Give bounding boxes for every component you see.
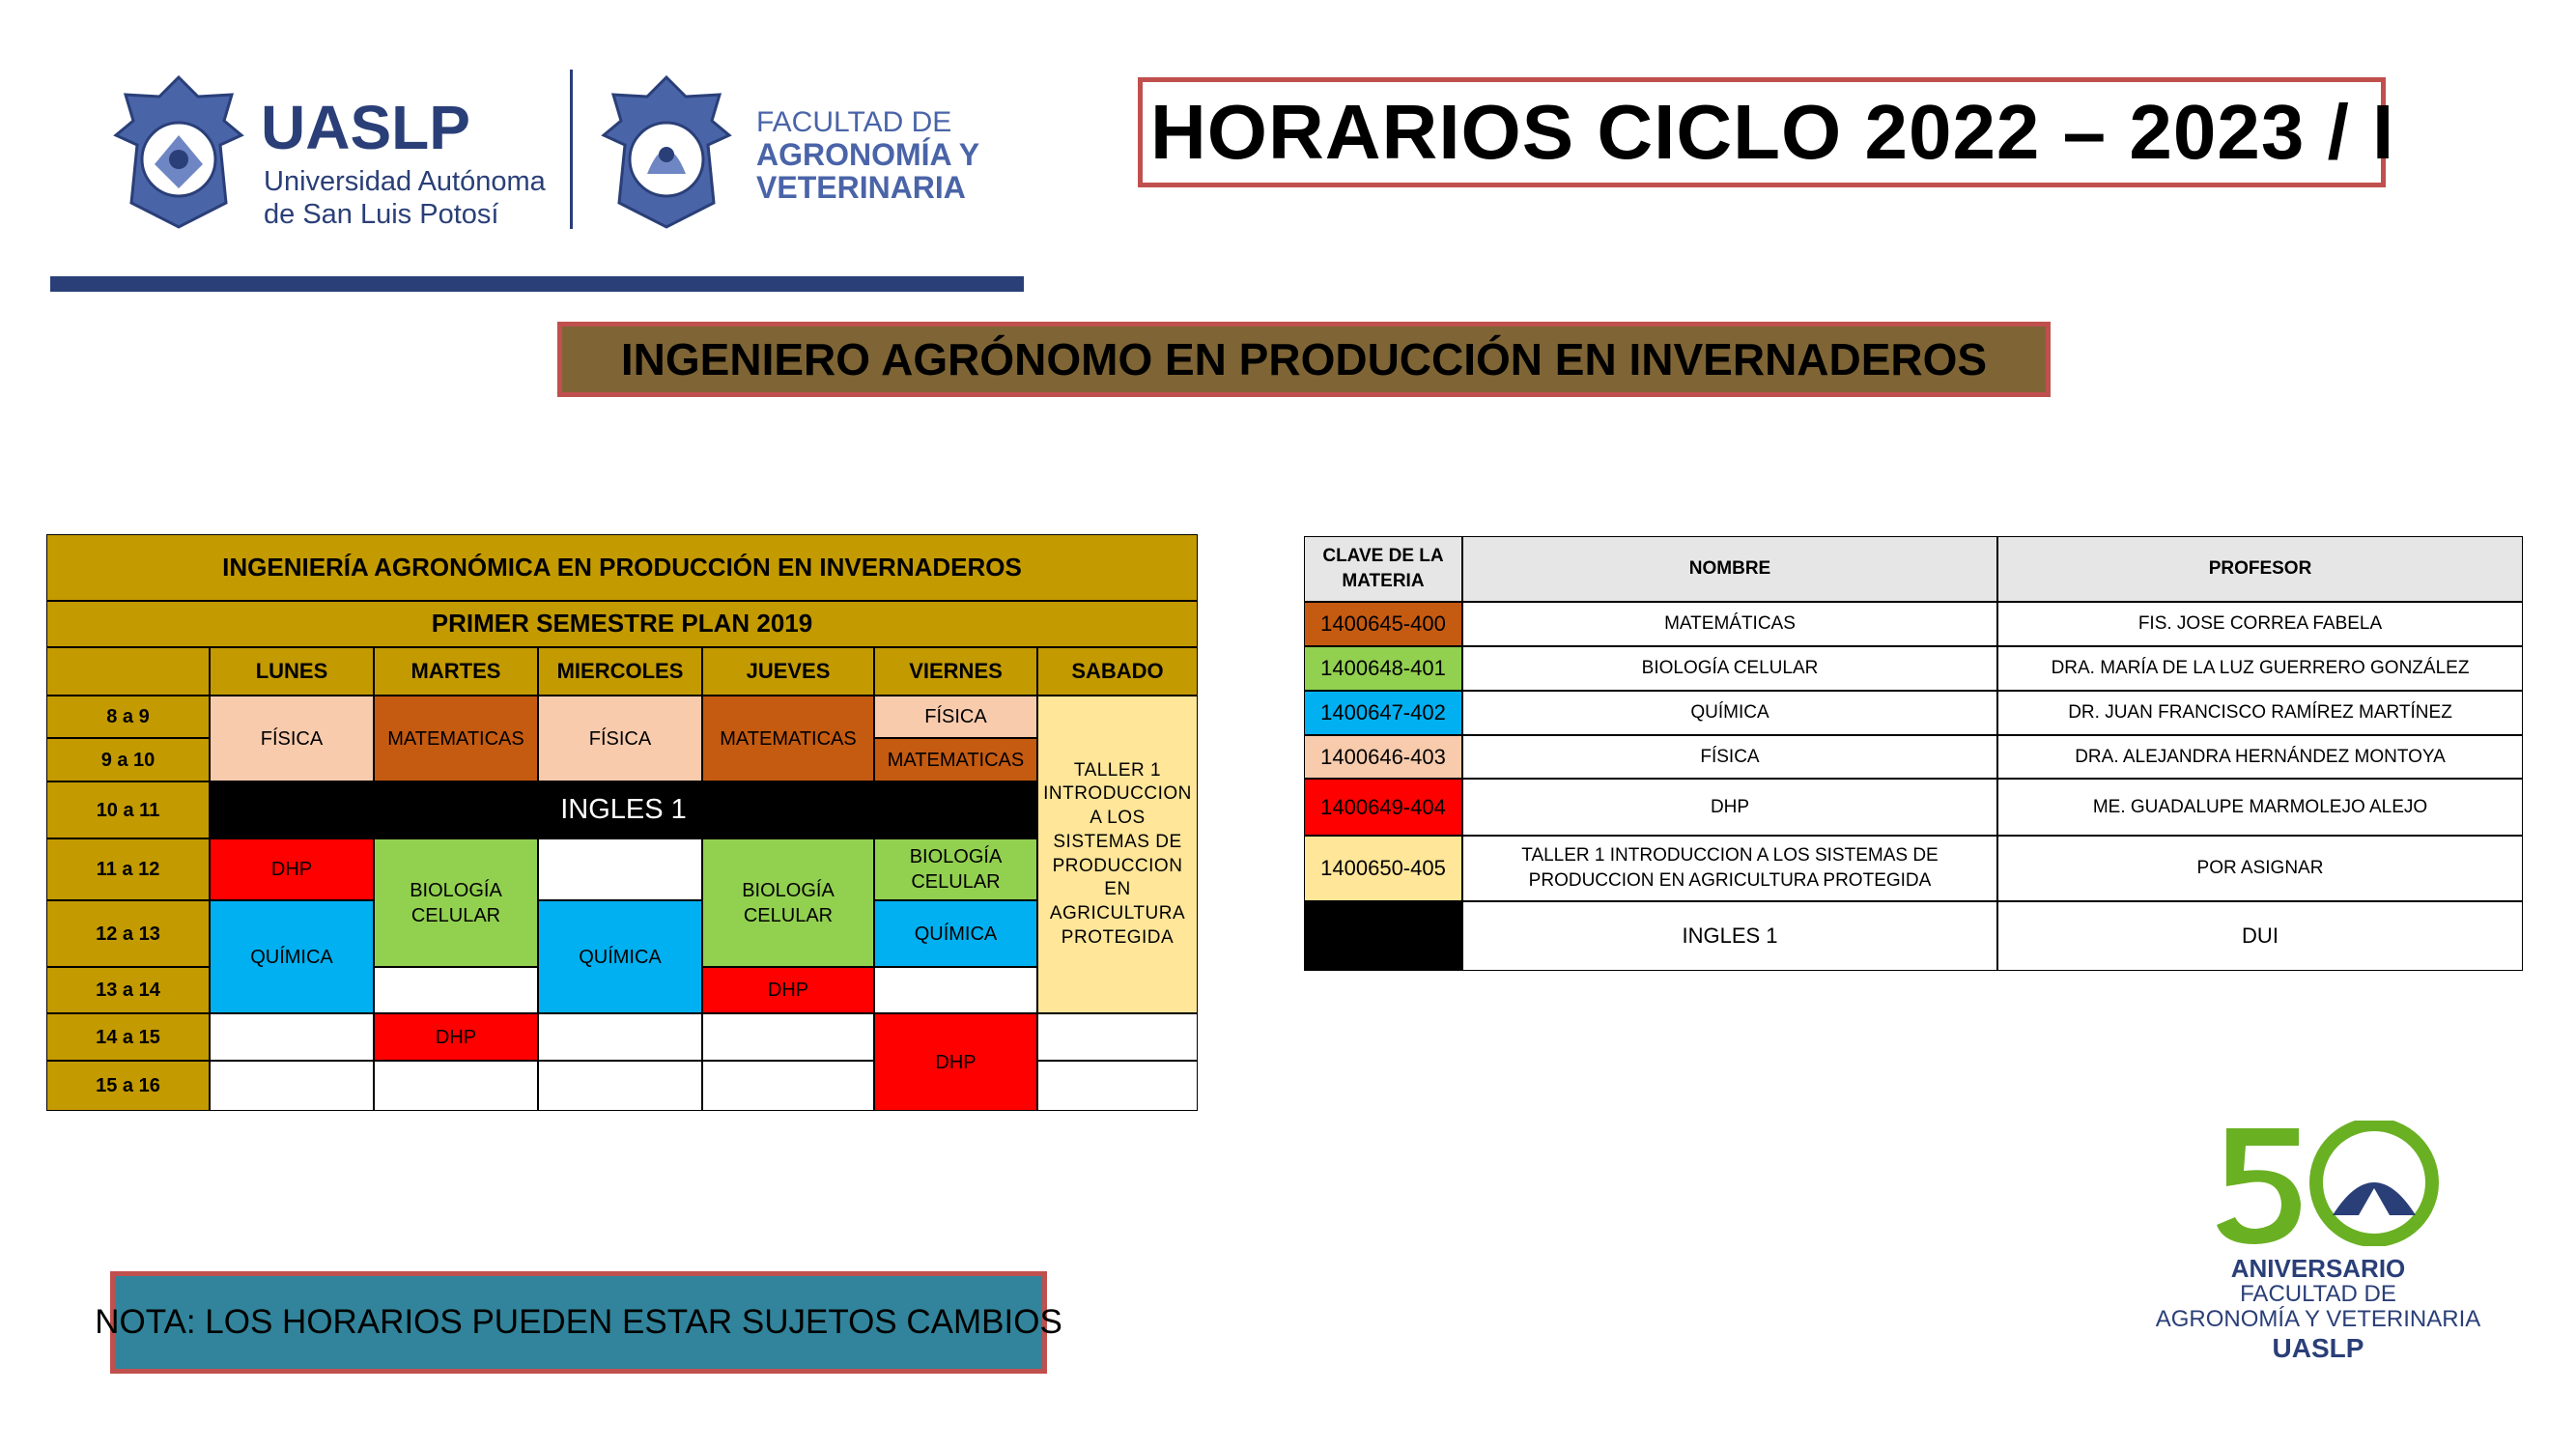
course-legend-table [1304, 536, 2523, 971]
class-block-dhp: DHP [874, 1013, 1037, 1111]
corner-cell [46, 647, 210, 696]
legend-clave: 1400649-404 [1304, 779, 1462, 836]
class-block-quimica: QUÍMICA [538, 900, 702, 1013]
legend-clave: 1400650-405 [1304, 836, 1462, 901]
class-block-ingles: INGLES 1 [210, 781, 1037, 838]
time-slot-label: 12 a 13 [46, 900, 210, 967]
aniversario-line2: FACULTAD DE [2240, 1281, 2396, 1307]
program-banner [557, 322, 2051, 397]
legend-nombre: QUÍMICA [1462, 691, 1997, 735]
day-header-miercoles: MIERCOLES [538, 647, 702, 696]
legend-nombre: INGLES 1 [1462, 901, 1997, 971]
legend-nombre: TALLER 1 INTRODUCCION A LOS SISTEMAS DE PRODUCCION EN AGRICULTURA PROTEGIDA [1462, 836, 1997, 901]
class-block-empty [538, 1061, 702, 1111]
aniversario-logo [2135, 1121, 2502, 1381]
aniversario-line3: AGRONOMÍA Y VETERINARIA [2155, 1306, 2481, 1332]
class-block-empty [702, 1061, 874, 1111]
class-block-matematicas: MATEMATICAS [374, 696, 538, 781]
faculty-logo [594, 68, 1000, 232]
legend-nombre: DHP [1462, 779, 1997, 836]
legend-profesor: DR. JUAN FRANCISCO RAMÍREZ MARTÍNEZ [1997, 691, 2523, 735]
class-block-quimica: QUÍMICA [210, 900, 374, 1013]
legend-clave: 1400647-402 [1304, 691, 1462, 735]
uaslp-logo-line2: de San Luis Potosí [264, 199, 499, 230]
class-block-biologia: BIOLOGÍA CELULAR [702, 838, 874, 967]
class-block-fisica: FÍSICA [538, 696, 702, 781]
legend-header-profesor: PROFESOR [1997, 536, 2523, 602]
uaslp-shield-icon [106, 68, 251, 232]
faculty-shield-icon [594, 68, 739, 232]
day-header-viernes: VIERNES [874, 647, 1037, 696]
class-block-dhp: DHP [210, 838, 374, 900]
class-block-empty [1037, 1061, 1198, 1111]
schedule-title: INGENIERÍA AGRONÓMICA EN PRODUCCIÓN EN INVERNADEROS [46, 534, 1198, 601]
time-slot-label: 14 a 15 [46, 1013, 210, 1061]
class-block-dhp: DHP [374, 1013, 538, 1061]
class-block-empty [374, 967, 538, 1013]
class-block-empty [374, 1061, 538, 1111]
class-block-empty [1037, 1013, 1198, 1061]
class-block-taller: TALLER 1 INTRODUCCION A LOS SISTEMAS DE PRODUCCION EN AGRICULTURA PROTEGIDA [1037, 696, 1198, 1013]
class-block-empty [538, 1013, 702, 1061]
class-block-biologia: BIOLOGÍA CELULAR [874, 838, 1037, 900]
time-slot-label: 15 a 16 [46, 1061, 210, 1111]
class-block-fisica: FÍSICA [210, 696, 374, 781]
legend-header-nombre: NOMBRE [1462, 536, 1997, 602]
uaslp-logo [106, 68, 551, 232]
logo-divider [570, 70, 573, 229]
nota-box [95, 1271, 1062, 1374]
class-block-empty [538, 838, 702, 900]
legend-profesor: ME. GUADALUPE MARMOLEJO ALEJO [1997, 779, 2523, 836]
schedule-subtitle: PRIMER SEMESTRE PLAN 2019 [46, 601, 1198, 647]
day-header-lunes: LUNES [210, 647, 374, 696]
class-block-empty [702, 1013, 874, 1061]
uaslp-logo-name: UASLP [261, 93, 470, 162]
legend-clave: 1400645-400 [1304, 602, 1462, 646]
class-block-empty [210, 1061, 374, 1111]
legend-nombre: BIOLOGÍA CELULAR [1462, 646, 1997, 691]
schedule-table [46, 534, 1198, 1111]
aniversario-line1: ANIVERSARIO [2230, 1254, 2406, 1283]
main-title-box [1138, 77, 2395, 187]
time-slot-label: 10 a 11 [46, 781, 210, 838]
time-slot-label: 11 a 12 [46, 838, 210, 900]
faculty-logo-line2: AGRONOMÍA Y [756, 137, 980, 172]
time-slot-label: 8 a 9 [46, 696, 210, 738]
uaslp-logo-line1: Universidad Autónoma [264, 166, 546, 197]
legend-clave: 1400646-403 [1304, 735, 1462, 779]
class-block-matematicas: MATEMATICAS [702, 696, 874, 781]
faculty-logo-line3: VETERINARIA [756, 170, 966, 205]
legend-header-clave: CLAVE DE LA MATERIA [1304, 536, 1462, 602]
class-block-empty [210, 1013, 374, 1061]
class-block-empty [874, 967, 1037, 1013]
day-header-jueves: JUEVES [702, 647, 874, 696]
main-title: HORARIOS CICLO 2022 – 2023 / I [1150, 89, 2395, 175]
program-title: INGENIERO AGRÓNOMO EN PRODUCCIÓN EN INVERNADEROS [620, 334, 1988, 384]
time-slot-label: 9 a 10 [46, 738, 210, 781]
class-block-dhp: DHP [702, 967, 874, 1013]
day-header-sabado: SABADO [1037, 647, 1198, 696]
day-header-martes: MARTES [374, 647, 538, 696]
time-slot-label: 13 a 14 [46, 967, 210, 1013]
legend-clave [1304, 901, 1462, 971]
legend-nombre: FÍSICA [1462, 735, 1997, 779]
legend-profesor: DRA. MARÍA DE LA LUZ GUERRERO GONZÁLEZ [1997, 646, 2523, 691]
aniversario-line4: UASLP [2272, 1333, 2364, 1363]
legend-profesor: DRA. ALEJANDRA HERNÁNDEZ MONTOYA [1997, 735, 2523, 779]
legend-profesor: FIS. JOSE CORREA FABELA [1997, 602, 2523, 646]
header-rule [50, 276, 1024, 292]
faculty-logo-line1: FACULTAD DE [756, 106, 952, 138]
legend-profesor: DUI [1997, 901, 2523, 971]
legend-clave: 1400648-401 [1304, 646, 1462, 691]
class-block-biologia: BIOLOGÍA CELULAR [374, 838, 538, 967]
legend-profesor: POR ASIGNAR [1997, 836, 2523, 901]
class-block-matematicas: MATEMATICAS [874, 738, 1037, 781]
aniversario-50-icon [2135, 1121, 2502, 1246]
legend-nombre: MATEMÁTICAS [1462, 602, 1997, 646]
class-block-fisica: FÍSICA [874, 696, 1037, 738]
nota-text: NOTA: LOS HORARIOS PUEDEN ESTAR SUJETOS CAMBIOS [95, 1303, 1062, 1341]
class-block-quimica: QUÍMICA [874, 900, 1037, 967]
